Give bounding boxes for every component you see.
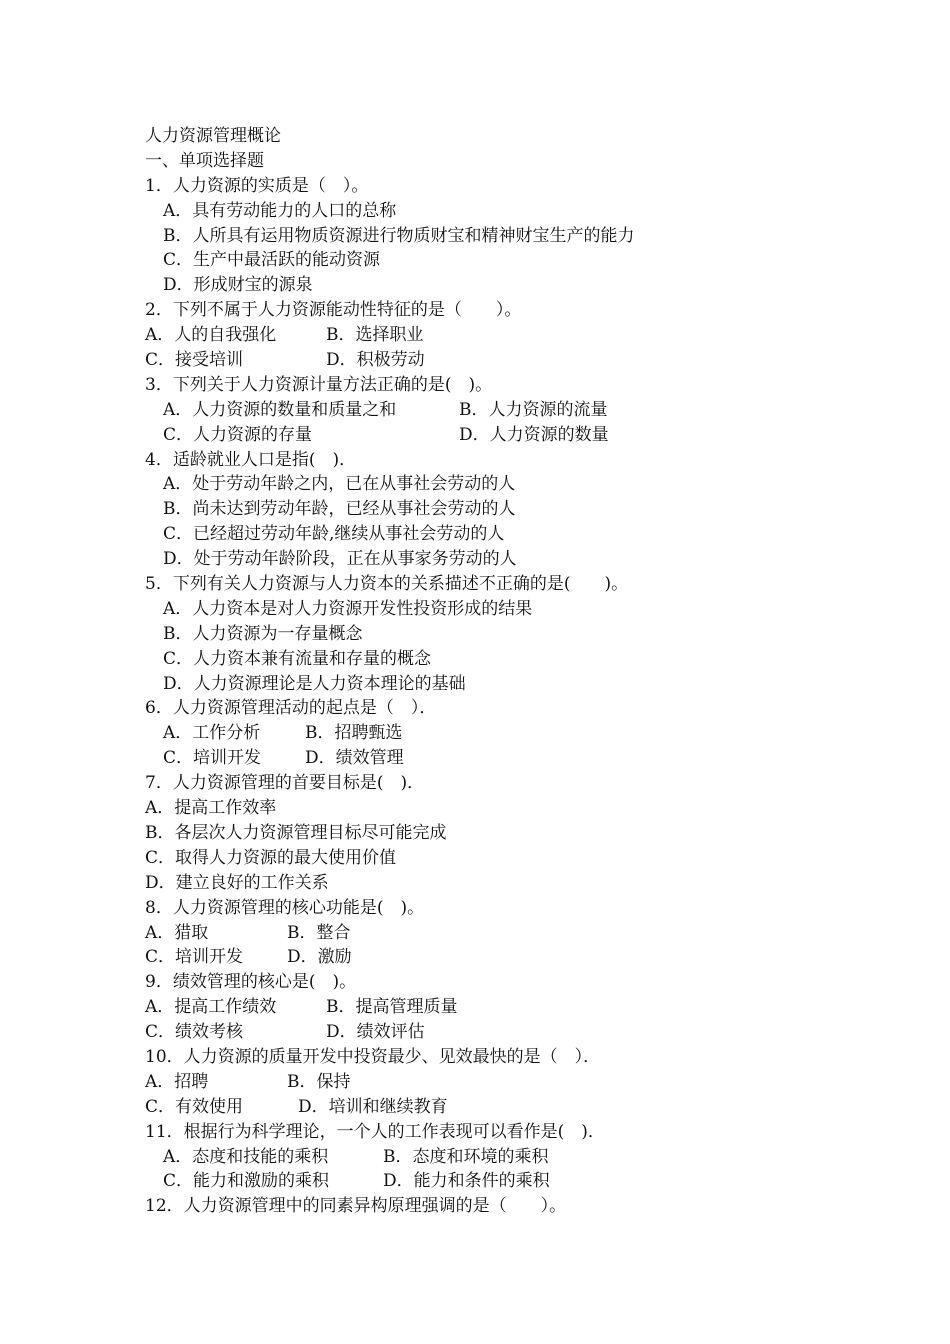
question-4-option-c: C．已经超过劳动年龄,继续从事社会劳动的人 <box>163 524 505 545</box>
question-2-option-b: B．选择职业 <box>326 325 424 346</box>
question-11-option-b: B．态度和环境的乘积 <box>383 1146 549 1167</box>
question-4-option-b: B．尚未达到劳动年龄，已经从事社会劳动的人 <box>163 499 516 520</box>
question-5-option-a: A．人力资本是对人力资源开发性投资形成的结果 <box>163 598 533 619</box>
question-2-options-row-2 <box>145 348 905 373</box>
question-10-options-row-2 <box>145 1095 905 1120</box>
question-3-options-row-2 <box>145 423 905 448</box>
question-10-option-d: D．培训和继续教育 <box>298 1096 448 1117</box>
question-1-stem: 1．人力资源的实质是（ ）。 <box>145 175 369 196</box>
question-4-stem: 4．适龄就业人口是指( )． <box>145 449 357 470</box>
question-9-options-row-2 <box>145 1020 905 1045</box>
question-3-stem: 3．下列关于人力资源计量方法正确的是( )。 <box>145 374 493 395</box>
question-3-option-b: B．人力资源的流量 <box>459 399 608 420</box>
question-7-option-c: C．取得人力资源的最大使用价值 <box>145 847 397 868</box>
question-7-option-a: A．提高工作效率 <box>145 798 277 819</box>
question-2-stem: 2．下列不属于人力资源能动性特征的是（ ）。 <box>145 300 522 321</box>
question-11-option-d: D．能力和条件的乘积 <box>383 1171 550 1192</box>
question-9-option-d: D．绩效评估 <box>326 1022 425 1043</box>
section-heading: 一、单项选择题 <box>145 150 264 171</box>
question-10-option-c: C．有效使用 <box>145 1096 244 1117</box>
question-11-option-a: A．态度和技能的乘积 <box>163 1146 329 1167</box>
question-6-option-d: D．绩效管理 <box>305 748 404 769</box>
question-9-option-a: A．提高工作绩效 <box>145 997 277 1018</box>
question-12-stem: 12．人力资源管理中的同素异构原理强调的是（ ）。 <box>145 1196 567 1217</box>
question-4-option-a: A．处于劳动年龄之内，已在从事社会劳动的人 <box>163 474 516 495</box>
question-1-option-c: C．生产中最活跃的能动资源 <box>163 250 381 271</box>
question-6-options-row-1 <box>145 721 905 746</box>
question-1-option-a: A．具有劳动能力的人口的总称 <box>163 200 397 221</box>
question-5-option-c: C．人力资本兼有流量和存量的概念 <box>163 648 432 669</box>
question-8-options-row-1 <box>145 921 905 946</box>
question-8-option-c: C．培训开发 <box>145 947 244 968</box>
question-11-stem: 11．根据行为科学理论，一个人的工作表现可以看作是( )． <box>145 1121 605 1142</box>
question-8-option-b: B．整合 <box>287 922 351 943</box>
question-3-options-row-1 <box>145 398 905 423</box>
question-7-stem: 7．人力资源管理的首要目标是( )． <box>145 773 425 794</box>
question-2-option-c: C．接受培训 <box>145 350 244 371</box>
question-2-option-d: D．积极劳动 <box>326 350 425 371</box>
question-5-option-b: B．人力资源为一存量概念 <box>163 623 363 644</box>
question-11-options-row-1 <box>145 1145 905 1170</box>
question-9-stem: 9．绩效管理的核心是( )。 <box>145 972 357 993</box>
document-title: 人力资源管理概论 <box>145 126 281 146</box>
question-6-option-c: C．培训开发 <box>163 748 262 769</box>
question-1-option-d: D．形成财宝的源泉 <box>163 275 313 296</box>
question-1-option-b: B．人所具有运用物质资源进行物质财宝和精神财宝生产的能力 <box>163 225 635 246</box>
question-6-option-a: A．工作分析 <box>163 723 261 744</box>
question-5-stem: 5．下列有关人力资源与人力资本的关系描述不正确的是( )。 <box>145 574 629 595</box>
question-10-option-a: A．招聘 <box>145 1071 209 1092</box>
question-4-option-d: D．处于劳动年龄阶段，正在从事家务劳动的人 <box>163 549 517 570</box>
question-6-stem: 6．人力资源管理活动的起点是（ ）． <box>145 698 437 719</box>
question-8-option-a: A．猎取 <box>145 922 209 943</box>
question-10-option-b: B．保持 <box>287 1071 351 1092</box>
question-7-option-d: D．建立良好的工作关系 <box>145 872 329 893</box>
question-9-option-c: C．绩效考核 <box>145 1022 244 1043</box>
question-6-options-row-2 <box>145 746 905 771</box>
question-3-option-a: A．人力资源的数量和质量之和 <box>163 399 397 420</box>
question-8-stem: 8．人力资源管理的核心功能是( )。 <box>145 897 425 918</box>
question-8-option-d: D．激励 <box>287 947 352 968</box>
question-8-options-row-2 <box>145 945 905 970</box>
question-10-stem: 10．人力资源的质量开发中投资最少、见效最快的是（ ）． <box>145 1046 601 1067</box>
question-11-option-c: C．能力和激励的乘积 <box>163 1171 330 1192</box>
question-9-option-b: B．提高管理质量 <box>326 997 458 1018</box>
question-5-option-d: D．人力资源理论是人力资本理论的基础 <box>163 673 466 694</box>
question-11-options-row-2 <box>145 1169 905 1194</box>
document-page <box>145 124 905 1219</box>
question-7-option-b: B．各层次人力资源管理目标尽可能完成 <box>145 822 447 843</box>
question-3-option-c: C．人力资源的存量 <box>163 424 313 445</box>
question-2-option-a: A．人的自我强化 <box>145 325 277 346</box>
question-9-options-row-1 <box>145 995 905 1020</box>
question-2-options-row-1 <box>145 323 905 348</box>
question-10-options-row-1 <box>145 1070 905 1095</box>
question-3-option-d: D．人力资源的数量 <box>459 424 609 445</box>
question-6-option-b: B．招聘甄选 <box>305 723 403 744</box>
